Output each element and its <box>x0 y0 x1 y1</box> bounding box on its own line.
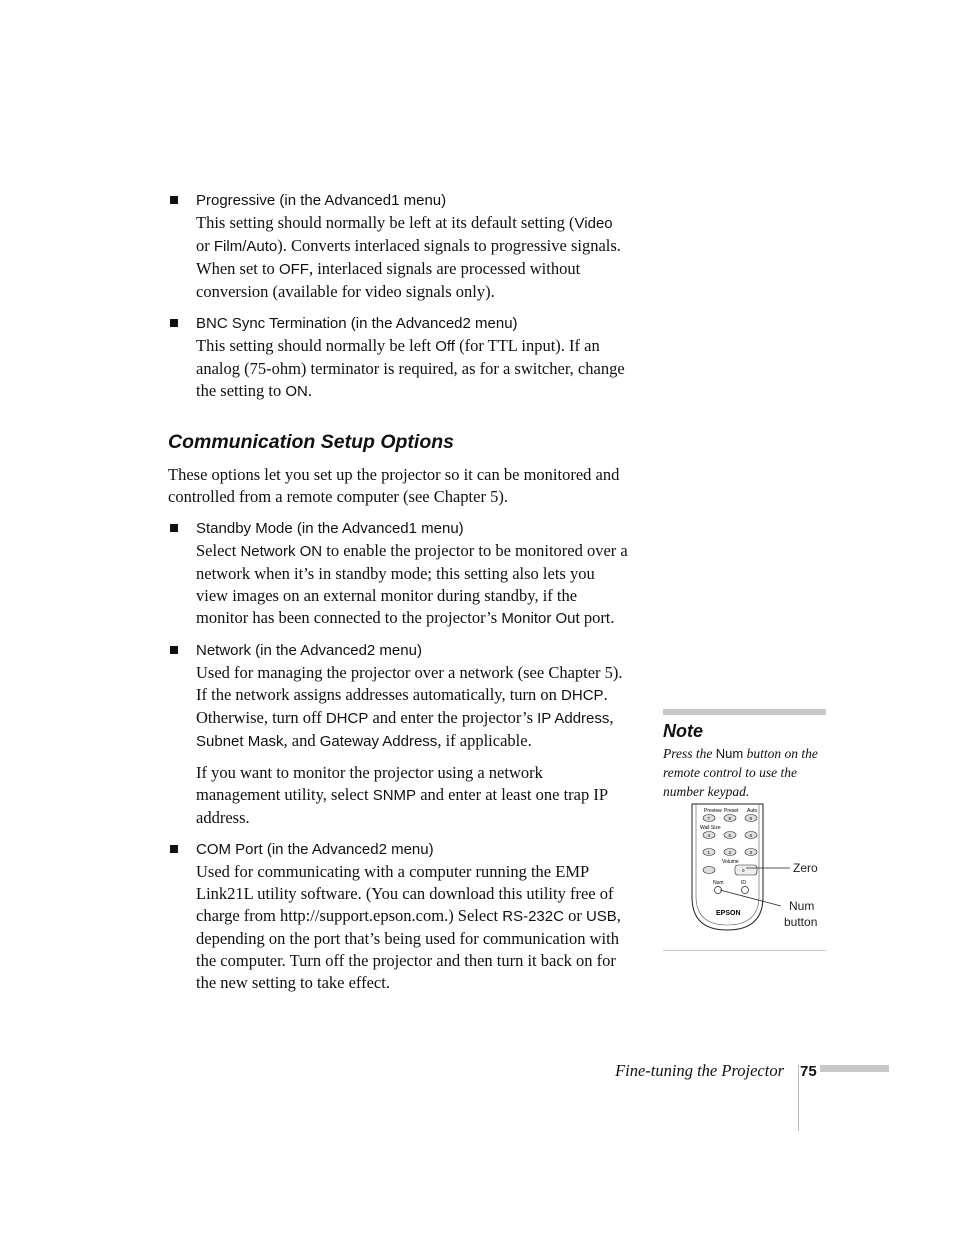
text-run: ). Converts interlaced signals to progressive signals. When set to <box>196 236 621 278</box>
item-title: COM Port (in the Advanced2 menu) <box>196 841 434 858</box>
item-title: Network (in the Advanced2 menu) <box>196 642 422 659</box>
remote-key-2: 2 <box>728 850 732 855</box>
ui-term: SNMP <box>372 787 417 804</box>
note-text-after: button on the remote control to use the number keypad. <box>663 746 818 799</box>
remote-key-6: 6 <box>749 833 753 838</box>
remote-key-9: 9 <box>749 816 753 821</box>
remote-label-volume: Volume <box>722 859 739 865</box>
footer-bar <box>820 1065 889 1072</box>
text-run: , and <box>283 731 320 750</box>
note-bottom-rule <box>663 950 826 951</box>
ui-term: Off <box>435 338 455 355</box>
text-run: Select <box>196 541 241 560</box>
section-heading: Communication Setup Options <box>168 431 454 453</box>
text-run: , depending on the port that’s being used for communication with the computer. Turn off the projector and then turn it back on for the new setting to take effect. <box>196 906 621 992</box>
text-run: or <box>563 906 586 925</box>
note-text-before: Press the <box>663 746 716 761</box>
ui-term: DHCP <box>325 710 369 727</box>
ui-term: Film/Auto <box>213 238 278 255</box>
text-run: This setting should normally be left at its default setting ( <box>196 213 575 232</box>
text-run: and enter at least one trap IP address. <box>196 785 608 827</box>
item-title: BNC Sync Termination (in the Advanced2 menu) <box>196 315 518 332</box>
ui-term: USB <box>585 908 617 925</box>
remote-label-preview: Preview <box>704 808 722 814</box>
ui-term: Video <box>574 215 613 232</box>
item-title: Standby Mode (in the Advanced1 menu) <box>196 520 464 537</box>
text-run: Used for managing the projector over a network (see Chapter 5). If the network assigns addresses automatically, turn on <box>196 663 623 704</box>
remote-label-preset: Preset <box>724 808 739 814</box>
remote-brand-logo: EPSON <box>716 910 741 917</box>
ui-term: RS-232C <box>502 908 564 925</box>
item-title: Progressive (in the Advanced1 menu) <box>196 192 447 209</box>
remote-key-4: 4 <box>707 833 711 838</box>
callout-zero: Zero <box>793 861 818 875</box>
text-run: , if applicable. <box>437 731 532 750</box>
remote-key-7: 7 <box>707 816 711 821</box>
ui-term: IP Address <box>537 710 610 727</box>
text-run: to enable the projector to be monitored over a network when it’s in standby mode; this setting also lets you view images on an external monitor during standby, if the monitor has been connected to the projector’s <box>196 541 628 627</box>
footer-divider <box>798 1065 799 1131</box>
page-number: 75 <box>800 1063 817 1080</box>
note-button-name: Num <box>715 746 744 761</box>
text-run: , <box>609 708 614 727</box>
ui-term: OFF <box>278 261 309 278</box>
remote-label-wall-size: Wall Size <box>700 825 721 831</box>
callout-num-line2: button <box>784 915 818 929</box>
text-run: port. <box>579 608 615 627</box>
remote-label-auto: Auto <box>747 808 758 814</box>
text-run: This setting should normally be left <box>196 336 436 355</box>
footer-chapter-title: Fine-tuning the Projector <box>615 1061 784 1080</box>
remote-key-5: 5 <box>728 833 732 838</box>
ui-term: Monitor Out <box>501 610 580 627</box>
ui-term: Gateway Address <box>319 733 438 750</box>
remote-label-id: ID <box>741 880 746 886</box>
remote-key-8: 8 <box>728 816 732 821</box>
ui-term: DHCP <box>561 687 604 704</box>
text-run: , interlaced signals are processed without conversion (available for video signals only). <box>196 259 581 301</box>
text-run: Used for communicating with a computer running the EMP Link21L utility software. (You can download this utility free of charge from http://support.epson.com.) Select <box>196 862 614 925</box>
remote-key-1: 1 <box>707 850 711 855</box>
callout-num-line1: Num <box>789 899 815 913</box>
text-run: . Otherwise, turn off <box>196 685 608 727</box>
ui-term: Network ON <box>240 543 323 560</box>
ui-term: Subnet Mask <box>196 733 284 750</box>
text-run: and enter the projector’s <box>368 708 538 727</box>
remote-label-num: Num <box>713 880 724 886</box>
text-run: . <box>307 381 312 400</box>
remote-key-3: 3 <box>749 850 753 855</box>
text-run: If you want to monitor the projector using a network management utility, select <box>196 763 543 804</box>
remote-key-0: 0 <box>742 868 745 873</box>
text-run: or <box>196 236 214 255</box>
ui-term: ON <box>285 383 308 400</box>
section-intro: These options let you set up the projector so it can be monitored and controlled from a remote computer (see Chapter 5). <box>168 465 620 506</box>
text-run: (for TTL input). If an analog (75-ohm) terminator is required, as for a switcher, change the setting to <box>196 336 625 400</box>
note-title: Note <box>663 721 703 741</box>
